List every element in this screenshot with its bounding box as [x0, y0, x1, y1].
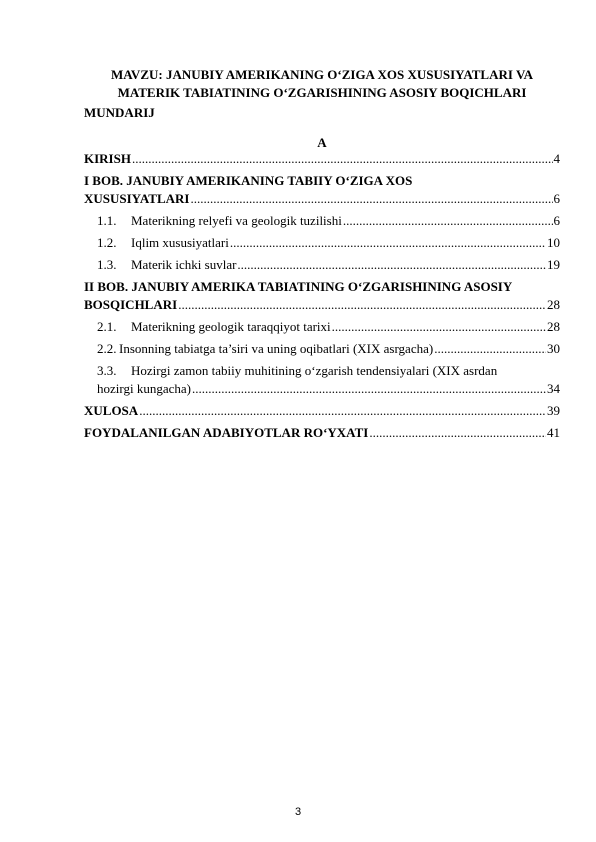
table-of-contents [84, 150, 560, 446]
toc-page-number: 28 [547, 297, 560, 312]
toc-entry-foydalanilgan[interactable] [84, 424, 560, 442]
toc-entry-label-cont: XUSUSIYATLARI [84, 191, 190, 206]
dot-leader [343, 212, 553, 230]
dot-leader [230, 234, 546, 252]
toc-page-number: 6 [553, 213, 560, 228]
title-line-2: MATERIK TABIATINING O‘ZGARISHINING ASOSIY BOQICHLARI [117, 85, 527, 100]
toc-entry-label: Materik ichki suvlar [131, 257, 237, 272]
dot-leader [369, 424, 546, 442]
toc-page-number: 10 [547, 235, 560, 250]
toc-entry-label: Iqlim xususiyatlari [131, 235, 229, 250]
toc-page-number: 19 [547, 257, 560, 272]
toc-entry-1-3[interactable] [84, 256, 560, 274]
toc-entry-label: FOYDALANILGAN ADABIYOTLAR RO‘YXATI [84, 425, 369, 440]
dot-leader [139, 402, 546, 420]
toc-entry-bob2[interactable] [84, 278, 560, 314]
page-number: 3 [294, 806, 302, 818]
toc-entry-label: I BOB. JANUBIY AMERIKANING TABIIY O‘ZIGA XOS [84, 173, 413, 188]
toc-page-number: 39 [547, 403, 560, 418]
toc-entry-1-2[interactable] [84, 234, 560, 252]
toc-page-number: 30 [547, 341, 560, 356]
toc-page-number: 4 [553, 151, 560, 166]
dot-leader [237, 256, 546, 274]
toc-entry-2-1[interactable] [84, 318, 560, 336]
toc-section-number: 1.3. [97, 257, 117, 272]
toc-entry-3-3[interactable] [84, 362, 560, 398]
toc-entry-bob1[interactable] [84, 172, 560, 208]
toc-entry-label-cont: BOSQICHLARI [84, 297, 178, 312]
toc-page-number: 6 [553, 191, 560, 206]
toc-entry-1-1[interactable] [84, 212, 560, 230]
dot-leader [132, 150, 553, 168]
toc-entry-label: Materikning relyefi va geologik tuzilishi [131, 213, 342, 228]
title-line-1: MAVZU: JANUBIY AMERIKANING O‘ZIGA XOS XUSUSIYATLARI VA [110, 67, 534, 82]
toc-entry-xulosa[interactable] [84, 402, 560, 420]
toc-entry-label-cont: hozirgi kungacha) [97, 381, 191, 396]
toc-entry-kirish[interactable] [84, 150, 560, 168]
toc-section-number: 2.1. [97, 319, 117, 334]
toc-section-number: 1.1. [97, 213, 117, 228]
toc-section-number: 3.3. [97, 363, 117, 378]
toc-section-number: 2.2. [97, 341, 117, 356]
toc-page-number: 41 [547, 425, 560, 440]
toc-entry-2-2[interactable] [84, 340, 560, 358]
contents-heading: MUNDARIJ [84, 105, 155, 120]
toc-entry-label: XULOSA [84, 403, 139, 418]
toc-page-number: 34 [547, 381, 560, 396]
section-letter: A [317, 135, 327, 150]
dot-leader [192, 380, 546, 398]
document-title [84, 66, 560, 102]
toc-entry-label: II BOB. JANUBIY AMERIKA TABIATINING O‘ZGARISHINING ASOSIY [84, 279, 513, 294]
toc-entry-label: Materikning geologik taraqqiyot tarixi [131, 319, 331, 334]
dot-leader [190, 190, 552, 208]
dot-leader [178, 296, 546, 314]
toc-entry-label: Insonning tabiatga ta’siri va uning oqibatlari (XIX asrgacha) [119, 341, 434, 356]
toc-page-number: 28 [547, 319, 560, 334]
toc-entry-label: KIRISH [84, 151, 131, 166]
dot-leader [332, 318, 546, 336]
toc-entry-label: Hozirgi zamon tabiiy muhitining o‘zgarish tendensiyalari (XIX asrdan [131, 363, 498, 378]
toc-section-number: 1.2. [97, 235, 117, 250]
dot-leader [434, 340, 546, 358]
